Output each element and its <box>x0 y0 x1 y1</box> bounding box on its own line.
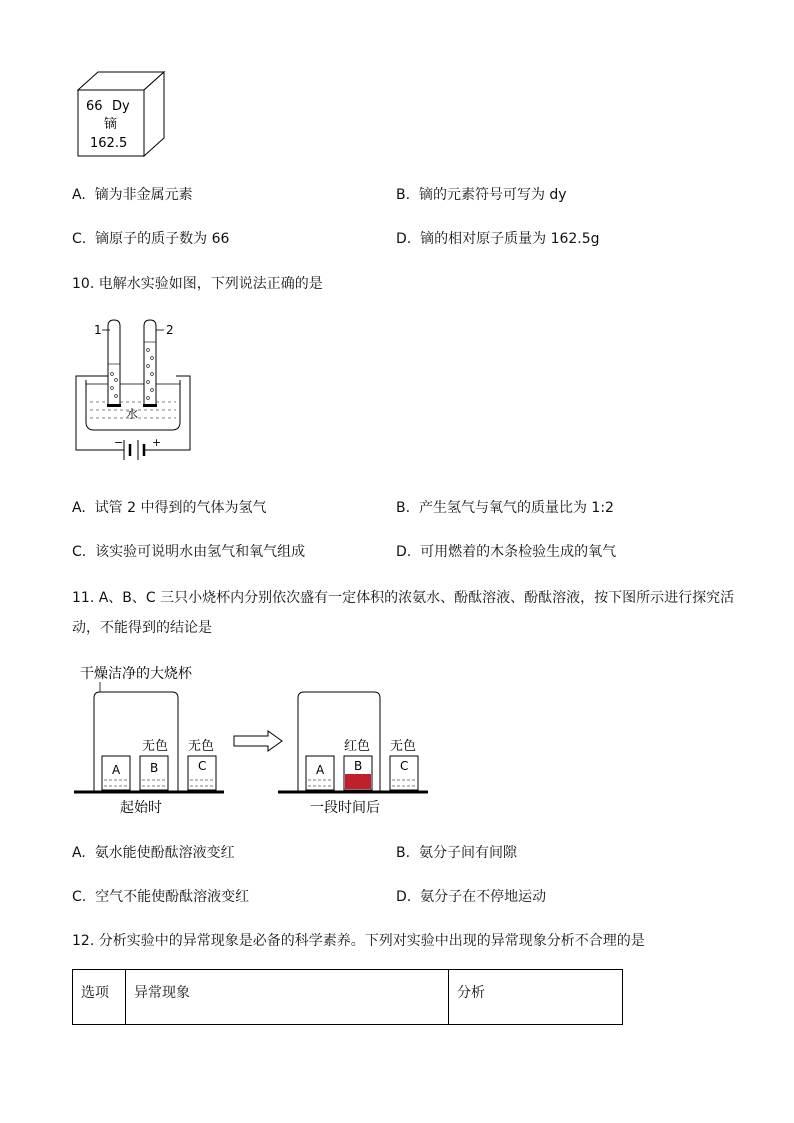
battery-minus: − <box>114 436 124 449</box>
table-header-phenomenon: 异常现象 <box>126 970 449 1025</box>
table-header-analysis: 分析 <box>449 970 623 1025</box>
element-symbol: Dy <box>112 99 130 114</box>
q9-option-b: B. 镝的元素符号可写为 dy <box>396 187 567 203</box>
beaker-b-right-label: B <box>354 759 363 773</box>
tube-1-label: 1 <box>94 323 102 337</box>
element-mass: 162.5 <box>90 136 128 151</box>
q11-stem-line1: 11. A、B、C 三只小烧杯内分别依次盛有一定体积的浓氨水、酚酞溶液、酚酞溶液，按下图所示进行探究活 <box>72 590 735 606</box>
beaker-b-right-red-liquid <box>345 774 371 789</box>
beaker-b-left-color: 无色 <box>142 739 169 754</box>
table-row <box>73 970 623 1025</box>
q10-option-d: D. 可用燃着的木条检验生成的氧气 <box>396 544 617 560</box>
q12-stem: 12. 分析实验中的异常现象是必备的科学素养。下列对实验中出现的异常现象分析不合理的是 <box>72 933 645 949</box>
electrolysis-figure <box>72 318 202 470</box>
table-header-option: 选项 <box>73 970 126 1025</box>
battery-plus: + <box>152 436 162 449</box>
beaker-a-left-label: A <box>112 763 121 777</box>
beaker-a-right-label: A <box>316 763 325 777</box>
beaker-b-left-label: B <box>150 761 159 775</box>
q11-option-c: C. 空气不能使酚酞溶液变红 <box>72 889 250 905</box>
q11-option-d: D. 氨分子在不停地运动 <box>396 889 547 905</box>
start-caption: 起始时 <box>120 800 162 816</box>
q11-option-b: B. 氨分子间有间隙 <box>396 845 517 861</box>
element-number: 66 <box>86 99 103 114</box>
water-label: 水 <box>126 407 139 421</box>
q11-option-a: A. 氨水能使酚酞溶液变红 <box>72 845 235 861</box>
beaker-c-left-color: 无色 <box>188 739 215 754</box>
q10-option-c: C. 该实验可说明水由氢气和氧气组成 <box>72 544 306 560</box>
tube-2-label: 2 <box>166 323 174 337</box>
q10-option-b: B. 产生氢气与氧气的质量比为 1:2 <box>396 500 614 516</box>
element-card-figure <box>74 70 166 160</box>
q9-option-c: C. 镝原子的质子数为 66 <box>72 231 230 247</box>
beaker-c-right-label: C <box>400 759 409 773</box>
ammonia-diffusion-figure <box>70 660 440 822</box>
q12-table <box>72 969 623 1025</box>
q9-option-a: A. 镝为非金属元素 <box>72 187 193 203</box>
beaker-c-right-color: 无色 <box>390 739 417 754</box>
q9-option-d: D. 镝的相对原子质量为 162.5g <box>396 231 600 247</box>
element-name: 镝 <box>104 117 118 132</box>
beaker-b-right-color: 红色 <box>344 739 371 754</box>
q10-stem: 10. 电解水实验如图，下列说法正确的是 <box>72 276 323 292</box>
q10-option-a: A. 试管 2 中得到的气体为氢气 <box>72 500 267 516</box>
beaker-c-left-label: C <box>198 759 207 773</box>
after-caption: 一段时间后 <box>310 800 380 816</box>
big-beaker-label: 干燥洁净的大烧杯 <box>80 666 192 682</box>
q11-stem-line2: 动，不能得到的结论是 <box>72 620 212 636</box>
